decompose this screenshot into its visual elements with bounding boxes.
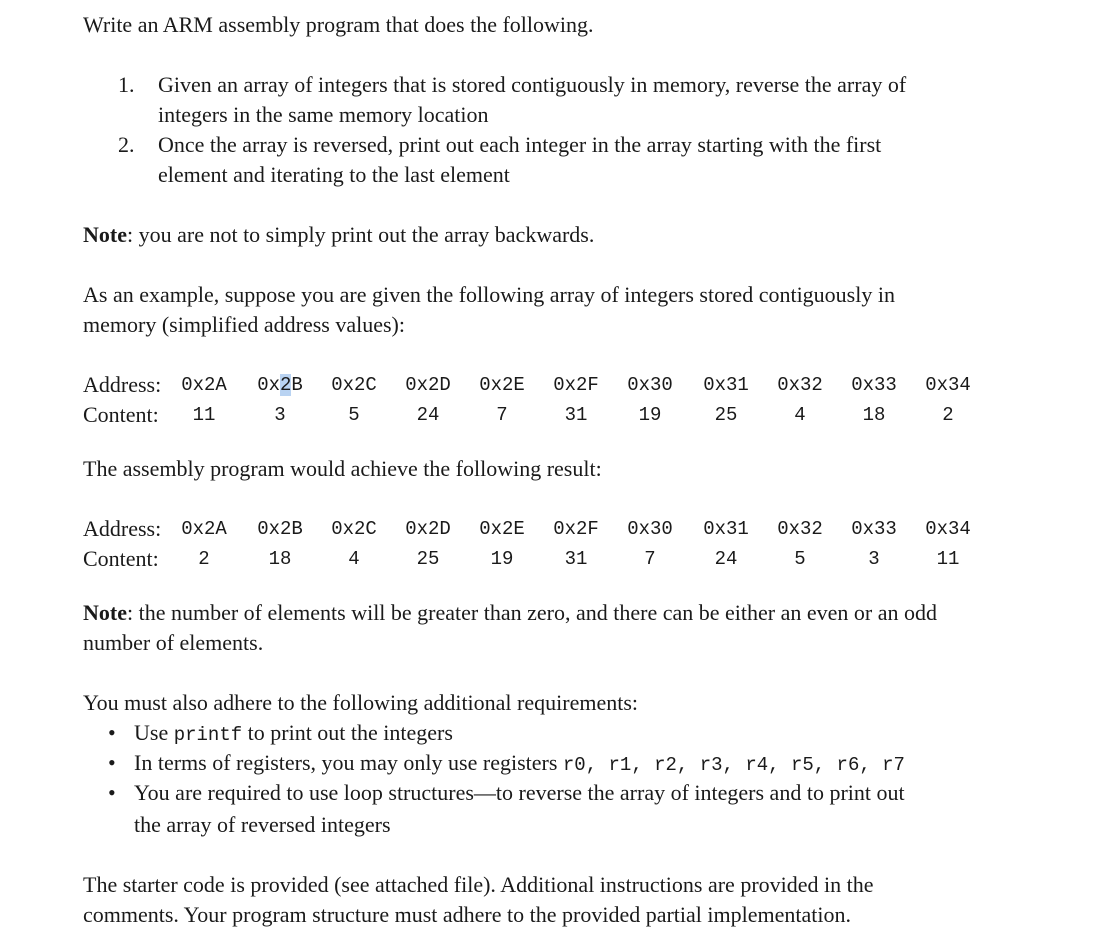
content-cell: 5 bbox=[348, 404, 360, 426]
content-cell: 31 bbox=[564, 548, 588, 570]
address-label: Address: bbox=[83, 516, 162, 541]
address-cell: 0x30 bbox=[627, 374, 673, 396]
step-text: Given an array of integers that is stored contiguously in memory, reverse the array of bbox=[158, 72, 907, 97]
example-text: memory (simplified address values): bbox=[83, 312, 405, 337]
address-cell: 0x2C bbox=[331, 374, 377, 396]
content-cell: 2 bbox=[942, 404, 954, 426]
content-cell: 3 bbox=[274, 404, 286, 426]
note-label: Note bbox=[83, 600, 127, 625]
step-number: 1. bbox=[118, 72, 135, 97]
content-cell: 31 bbox=[564, 404, 588, 426]
content-cell: 25 bbox=[714, 404, 738, 426]
content-cell: 18 bbox=[862, 404, 886, 426]
content-cell: 19 bbox=[638, 404, 662, 426]
content-cell: 18 bbox=[268, 548, 292, 570]
address-cell: 0x33 bbox=[851, 518, 897, 540]
step-number: 2. bbox=[118, 132, 135, 157]
content-cell: 11 bbox=[936, 548, 960, 570]
address-cell: 0x2A bbox=[181, 518, 227, 540]
content-cell: 11 bbox=[192, 404, 216, 426]
step-text: Once the array is reversed, print out each integer in the array starting with the first bbox=[158, 132, 882, 157]
note-text: : the number of elements will be greater than zero, and there can be either an even or an odd bbox=[126, 600, 937, 625]
content-cell: 25 bbox=[416, 548, 440, 570]
address-cell: 0x31 bbox=[703, 374, 749, 396]
requirement-item: In terms of registers, you may only use registers r0, r1, r2, r3, r4, r5, r6, r7 bbox=[134, 750, 905, 776]
result-intro: The assembly program would achieve the following result: bbox=[83, 456, 602, 481]
content-cell: 7 bbox=[644, 548, 656, 570]
content-cell: 5 bbox=[794, 548, 806, 570]
address-cell: 0x2C bbox=[331, 518, 377, 540]
address-cell: 0x2F bbox=[553, 518, 599, 540]
bullet-icon: • bbox=[108, 720, 116, 745]
content-cell: 4 bbox=[794, 404, 806, 426]
address-cell: 0x2D bbox=[405, 518, 451, 540]
address-cell: 0x2D bbox=[405, 374, 451, 396]
address-label: Address: bbox=[83, 372, 162, 397]
content-label: Content: bbox=[83, 402, 159, 427]
requirement-item: Use printf to print out the integers bbox=[134, 720, 453, 746]
address-cell: 0x32 bbox=[777, 518, 823, 540]
address-cell: 0x2E bbox=[479, 518, 525, 540]
requirements-intro: You must also adhere to the following additional requirements: bbox=[83, 690, 639, 715]
address-cell: 0x2A bbox=[181, 374, 227, 396]
requirement-item: You are required to use loop structures—to reverse the array of integers and to print out bbox=[134, 780, 905, 805]
starter-text: comments. Your program structure must adhere to the provided partial implementation. bbox=[83, 902, 851, 927]
bullet-icon: • bbox=[108, 750, 116, 775]
content-cell: 7 bbox=[496, 404, 508, 426]
content-cell: 24 bbox=[416, 404, 440, 426]
content-cell: 19 bbox=[490, 548, 514, 570]
content-cell: 3 bbox=[868, 548, 880, 570]
starter-text: The starter code is provided (see attached file). Additional instructions are provided in the bbox=[83, 872, 874, 897]
note-label: Note bbox=[83, 222, 127, 247]
address-cell: 0x2E bbox=[479, 374, 525, 396]
requirement-item: the array of reversed integers bbox=[134, 812, 391, 837]
address-cell: 0x33 bbox=[851, 374, 897, 396]
step-text: integers in the same memory location bbox=[158, 102, 489, 127]
content-cell: 4 bbox=[348, 548, 360, 570]
bullet-icon: • bbox=[108, 780, 116, 805]
address-cell: 0x2F bbox=[553, 374, 599, 396]
address-cell: 0x2B bbox=[257, 518, 303, 540]
note-elements bbox=[83, 598, 937, 628]
note-text: number of elements. bbox=[83, 630, 264, 655]
content-label: Content: bbox=[83, 546, 159, 571]
example-text: As an example, suppose you are given the following array of integers stored contiguously in bbox=[83, 282, 895, 307]
address-cell: 0x2B bbox=[257, 374, 303, 396]
address-cell: 0x32 bbox=[777, 374, 823, 396]
step-text: element and iterating to the last element bbox=[158, 162, 510, 187]
address-cell: 0x31 bbox=[703, 518, 749, 540]
note-text: : you are not to simply print out the array backwards. bbox=[126, 222, 595, 247]
content-cell: 2 bbox=[198, 548, 210, 570]
address-cell: 0x34 bbox=[925, 518, 971, 540]
address-cell: 0x34 bbox=[925, 374, 971, 396]
content-cell: 24 bbox=[714, 548, 738, 570]
intro-text: Write an ARM assembly program that does the following. bbox=[83, 12, 594, 37]
address-cell: 0x30 bbox=[627, 518, 673, 540]
note-backwards bbox=[83, 220, 594, 250]
